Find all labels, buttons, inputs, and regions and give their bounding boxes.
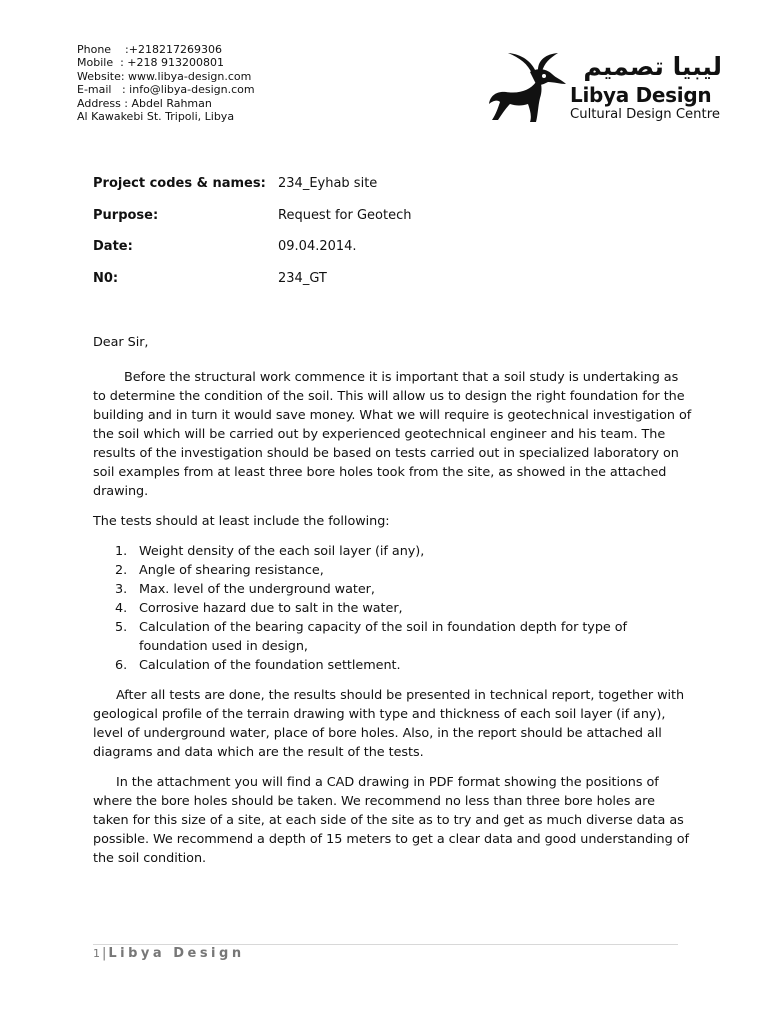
- meta-label: Purpose:: [93, 207, 159, 223]
- meta-value: 234_Eyhab site: [278, 176, 378, 191]
- logo-arabic-text: ليبيا تصميم: [583, 52, 722, 81]
- contact-block: [77, 43, 255, 123]
- list-item-number: 5.: [115, 620, 128, 635]
- list-item-text: Max. level of the underground water,: [139, 582, 375, 597]
- footer-company-name: Libya Design: [108, 946, 245, 961]
- list-item: [93, 656, 693, 675]
- list-item-number: 4.: [115, 601, 128, 616]
- page-number: 1: [93, 947, 100, 960]
- gazelle-icon: [486, 50, 570, 126]
- contact-address: Address : Abdel Rahman: [77, 96, 212, 110]
- list-item-text: Calculation of the foundation settlement.: [139, 658, 401, 673]
- list-item-text: Angle of shearing resistance,: [139, 563, 324, 578]
- letter-body: [93, 333, 693, 868]
- list-item: [93, 580, 693, 599]
- logo-tagline: Cultural Design Centre: [570, 107, 720, 122]
- meta-label: Project codes & names:: [93, 176, 266, 191]
- libya-design-logo: [486, 50, 726, 126]
- list-item-number: 3.: [115, 582, 128, 597]
- contact-email: E-mail : info@libya-design.com: [77, 83, 255, 97]
- contact-website: Website: www.libya-design.com: [77, 69, 252, 83]
- contact-address-line2: Al Kawakebi St. Tripoli, Libya: [77, 110, 235, 124]
- tests-intro: The tests should at least include the following:: [93, 514, 390, 529]
- contact-mobile: Mobile : +218 913200801: [77, 56, 224, 70]
- meta-label: N0:: [93, 271, 119, 287]
- list-item-number: 1.: [115, 544, 128, 559]
- contact-phone: Phone :+218217269306: [77, 43, 222, 56]
- footer-divider: [93, 944, 678, 945]
- list-item-text: Calculation of the bearing capacity of the soil in foundation depth for type of foundation used in design,: [139, 620, 627, 654]
- list-item: [93, 599, 693, 618]
- paragraph-results: After all tests are done, the results should be presented in technical report, together with geological profile of the terrain drawing with type and thickness of each soil layer (if any), level of underground water, place of bore holes. Also, in the report should be attached all diagrams and data which are the result of the tests.: [93, 688, 685, 760]
- meta-value: 234_GT: [278, 271, 327, 287]
- paragraph-intro: Before the structural work commence it is important that a soil study is undertaking as to determine the condition of the soil. This will allow us to design the right foundation for the building and in turn it would save money. What we will require is geotechnical investigation of the soil which will be carried out by experienced geotechnical engineer and his team. The results of the investigation should be based on tests carried out in specialized laboratory on soil examples from at least three bore holes took from the site, as showed in the attached drawing.: [93, 370, 692, 499]
- meta-label: Date:: [93, 239, 133, 255]
- list-item-text: Corrosive hazard due to salt in the water,: [139, 601, 403, 616]
- salutation: Dear Sir,: [93, 335, 149, 350]
- list-item: [93, 542, 693, 561]
- list-item-text: Weight density of the each soil layer (if any),: [139, 544, 425, 559]
- meta-value: 09.04.2014.: [278, 239, 357, 255]
- tests-list: [93, 542, 693, 675]
- logo-brand-name: Libya Design: [570, 83, 712, 107]
- list-item-number: 2.: [115, 563, 128, 578]
- list-item-number: 6.: [115, 658, 128, 673]
- list-item: [93, 618, 693, 656]
- list-item: [93, 561, 693, 580]
- footer-separator: |: [102, 946, 107, 961]
- page-footer: [93, 946, 245, 961]
- paragraph-attachment: In the attachment you will find a CAD drawing in PDF format showing the positions of where the bore holes should be taken. We recommend no less than three bore holes are taken for this size of a site, at each side of the site as to try and get as much diverse data as possible. We recommend a depth of 15 meters to get a clear data and good understanding of the soil condition.: [93, 775, 689, 866]
- meta-value: Request for Geotech: [278, 207, 412, 223]
